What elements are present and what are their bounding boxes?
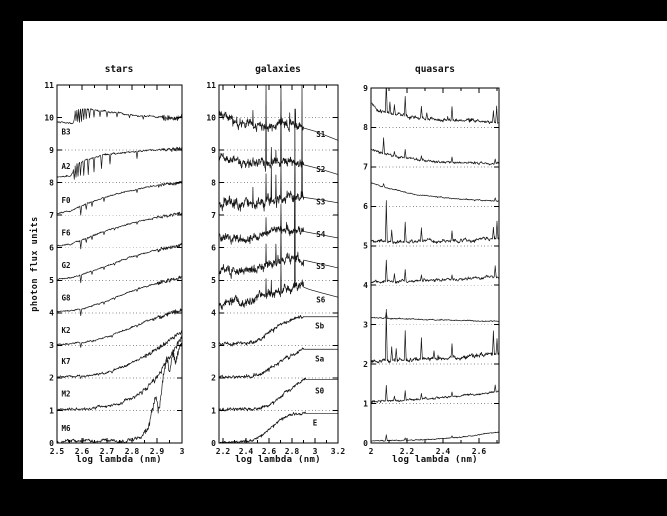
- quasars-panel-title: quasars: [414, 64, 456, 75]
- spectrum-B3: [57, 109, 182, 124]
- spectrum-q0: [371, 432, 499, 441]
- y-tick-label: 8: [211, 178, 216, 188]
- spectrum-G2: [57, 243, 182, 282]
- series-label-F6: F6: [61, 228, 71, 238]
- x-tick-label: 3: [179, 447, 185, 456]
- y-tick-label: 1: [211, 406, 216, 416]
- y-tick-label: 0: [211, 438, 216, 448]
- spectrum-q1: [371, 385, 499, 403]
- spectra-plot: [23, 21, 667, 479]
- galaxies-x-axis-label: log lambda (nm): [235, 455, 321, 465]
- x-tick-label: 2.7: [99, 447, 115, 456]
- y-tick-label: 3: [49, 341, 54, 351]
- y-tick-label: 11: [206, 80, 216, 90]
- x-tick-label: 2.9: [149, 447, 165, 456]
- y-tick-label: 11: [44, 80, 54, 90]
- spectrum-q4: [371, 260, 499, 283]
- spectrum-q6: [371, 183, 499, 202]
- y-tick-label: 5: [363, 241, 368, 251]
- figure-paper: [23, 21, 667, 479]
- spectrum-Sb: [219, 315, 338, 346]
- y-tick-label: 4: [363, 281, 368, 291]
- series-label-Sb: Sb: [315, 321, 325, 331]
- spectrum-F6: [57, 212, 182, 249]
- y-tick-label: 5: [49, 276, 54, 286]
- quasars-x-axis-label: log lambda (nm): [392, 455, 478, 465]
- x-tick-label: 2.6: [74, 447, 90, 456]
- stars-axes-frame: [57, 85, 182, 443]
- spectrum-q5: [371, 200, 499, 243]
- y-tick-label: 0: [363, 438, 368, 448]
- spectrum-q8: [371, 81, 499, 124]
- series-label-E: E: [312, 418, 318, 428]
- spectrum-G8: [57, 276, 182, 316]
- y-tick-label: 10: [206, 113, 216, 123]
- series-label-G8: G8: [61, 293, 71, 303]
- y-tick-label: 0: [49, 438, 54, 448]
- spectrum-q2: [371, 309, 499, 363]
- y-tick-label: 6: [211, 243, 216, 253]
- y-axis-label: photon flux units: [30, 216, 40, 312]
- x-tick-label: 2.2: [399, 447, 415, 456]
- y-tick-label: 3: [211, 341, 216, 351]
- y-tick-label: 8: [363, 123, 368, 133]
- y-tick-label: 4: [211, 308, 216, 318]
- y-tick-label: 2: [211, 373, 216, 383]
- stars-x-axis-label: log lambda (nm): [76, 455, 162, 465]
- series-label-M2: M2: [61, 389, 71, 399]
- y-tick-label: 6: [363, 202, 368, 212]
- galaxies-panel-title: galaxies: [255, 64, 301, 75]
- series-label-G2: G2: [61, 261, 71, 271]
- x-tick-label: 3: [312, 447, 318, 456]
- spectrum-M6: [57, 343, 182, 445]
- stars-panel: [44, 81, 184, 456]
- series-label-S0: S0: [315, 386, 325, 396]
- series-label-K7: K7: [61, 357, 71, 367]
- spectrum-q7: [371, 138, 499, 165]
- x-tick-label: 2.6: [261, 447, 277, 456]
- series-label-B3: B3: [61, 127, 71, 137]
- series-label-F0: F0: [61, 196, 71, 205]
- x-tick-label: 2.8: [284, 447, 300, 456]
- y-tick-label: 4: [49, 308, 54, 318]
- stars-panel-title: stars: [104, 64, 134, 75]
- x-tick-label: 2.4: [238, 447, 254, 456]
- y-tick-label: 2: [363, 359, 368, 369]
- series-label-Sa: Sa: [315, 354, 325, 364]
- spectrum-S2: [219, 78, 338, 174]
- x-tick-label: 2.4: [435, 447, 451, 456]
- spectrum-S6: [219, 173, 338, 309]
- y-tick-label: 9: [363, 83, 368, 93]
- series-label-S1: S1: [316, 130, 326, 139]
- x-tick-label: 3.2: [330, 447, 346, 456]
- y-tick-label: 6: [49, 243, 54, 253]
- y-tick-label: 3: [363, 320, 368, 330]
- x-tick-label: 2.8: [124, 447, 140, 456]
- series-label-S2: S2: [316, 165, 326, 175]
- galaxies-panel: [206, 78, 345, 456]
- spectrum-F0: [57, 181, 182, 215]
- y-tick-label: 9: [211, 145, 216, 155]
- y-tick-label: 5: [211, 276, 216, 286]
- series-label-K2: K2: [61, 326, 71, 336]
- spectrum-K2: [57, 309, 182, 348]
- series-label-S4: S4: [316, 230, 326, 240]
- x-tick-label: 2.5: [49, 447, 65, 456]
- quasars-panel: [363, 81, 499, 456]
- x-tick-label: 2.6: [471, 447, 487, 456]
- series-label-A2: A2: [61, 161, 71, 171]
- series-label-M6: M6: [61, 423, 71, 433]
- y-tick-label: 7: [49, 210, 54, 220]
- spectrum-E: [219, 412, 338, 444]
- y-tick-label: 10: [44, 113, 54, 123]
- quasars-axes-frame: [371, 88, 499, 443]
- y-tick-label: 2: [49, 373, 54, 383]
- series-label-S5: S5: [316, 262, 326, 272]
- x-tick-label: 2: [368, 447, 374, 456]
- spectrum-A2: [57, 147, 182, 179]
- spectrum-K7: [57, 331, 182, 379]
- y-tick-label: 7: [211, 210, 216, 220]
- x-tick-label: 2.2: [215, 447, 231, 456]
- y-tick-label: 7: [363, 162, 368, 172]
- spectrum-q3: [371, 312, 499, 322]
- y-tick-label: 1: [49, 406, 54, 416]
- y-tick-label: 8: [49, 178, 54, 188]
- y-tick-label: 9: [49, 145, 54, 155]
- series-label-S3: S3: [316, 197, 326, 207]
- spectrum-S3: [219, 80, 338, 211]
- series-label-S6: S6: [316, 295, 326, 305]
- y-tick-label: 1: [363, 399, 368, 409]
